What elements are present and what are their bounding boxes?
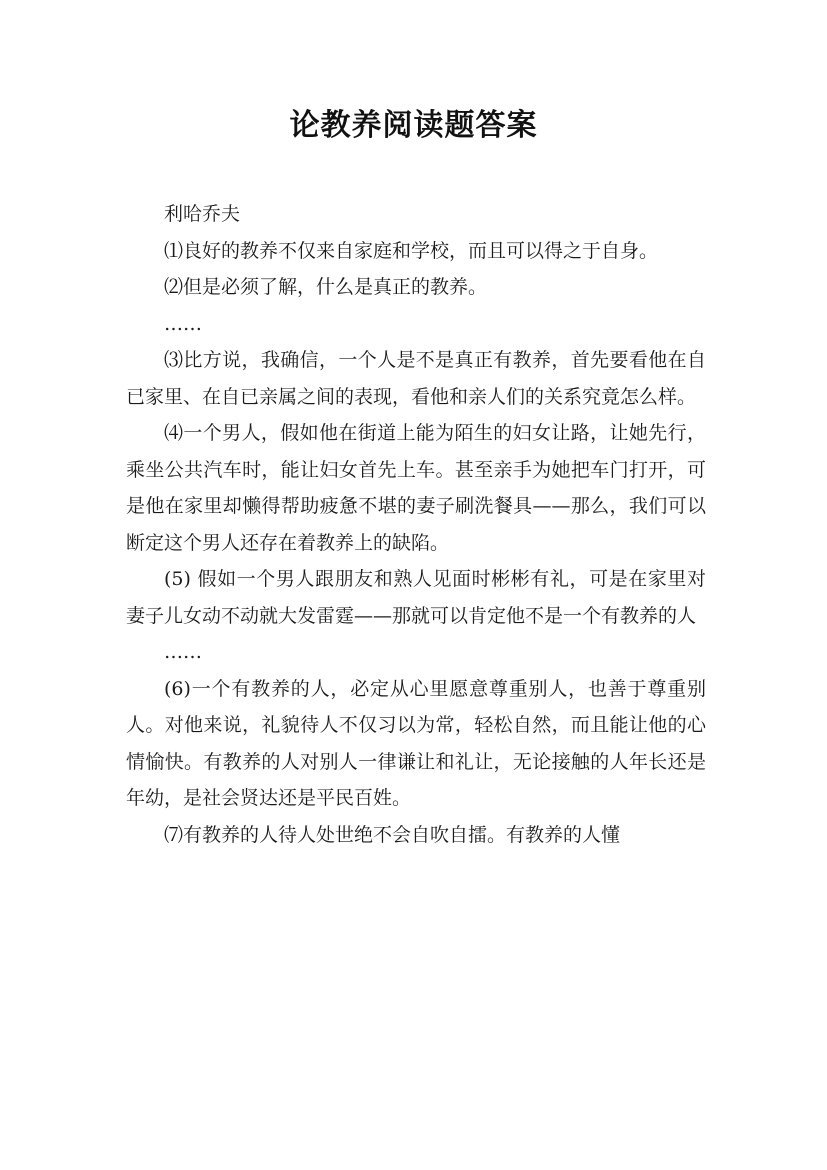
ellipsis-2: …… [164, 641, 202, 663]
document-body [126, 196, 706, 853]
paragraph-2: ⑵但是必须了解，什么是真正的教养。 [164, 276, 488, 298]
paragraph-1: ⑴良好的教养不仅来自家庭和学校，而且可以得之于自身。 [164, 239, 659, 262]
paragraph-4: ⑷一个男人，假如他在街道上能为陌生的妇女让路，让她先行，乘坐公共汽车时，能让妇女首先上车。甚至亲手为她把车门打开，可是他在家里却懒得帮助疲惫不堪的妻子刷洗餐具——那么，我们可以断定这个男人还存在着教养上的缺陷。 [126, 422, 706, 554]
ellipsis-1: …… [164, 312, 202, 335]
paragraph-5: (5) 假如一个男人跟朋友和熟人见面时彬彬有礼，可是在家里对妻子儿女动不动就大发雷霆——那就可以肯定他不是一个有教养的人 [126, 568, 706, 627]
paragraph-7: ⑺有教养的人待人处世绝不会自吹自擂。有教养的人懂 [164, 823, 621, 846]
paragraph-6: (6)一个有教养的人，必定从心里愿意尊重别人，也善于尊重别人。对他来说，礼貌待人不仅习以为常，轻松自然，而且能让他的心情愉快。有教养的人对别人一律谦让和礼让，无论接触的人年长还是年幼，是社会贤达还是平民百姓。 [126, 677, 706, 809]
author-line: 利哈乔夫 [164, 203, 241, 225]
paragraph-3: ⑶比方说，我确信，一个人是不是真正有教养，首先要看他在自已家里、在自已亲属之间的表现，看他和亲人们的关系究竟怎么样。 [126, 349, 706, 408]
document-title: 论教养阅读题答案 [289, 108, 538, 143]
